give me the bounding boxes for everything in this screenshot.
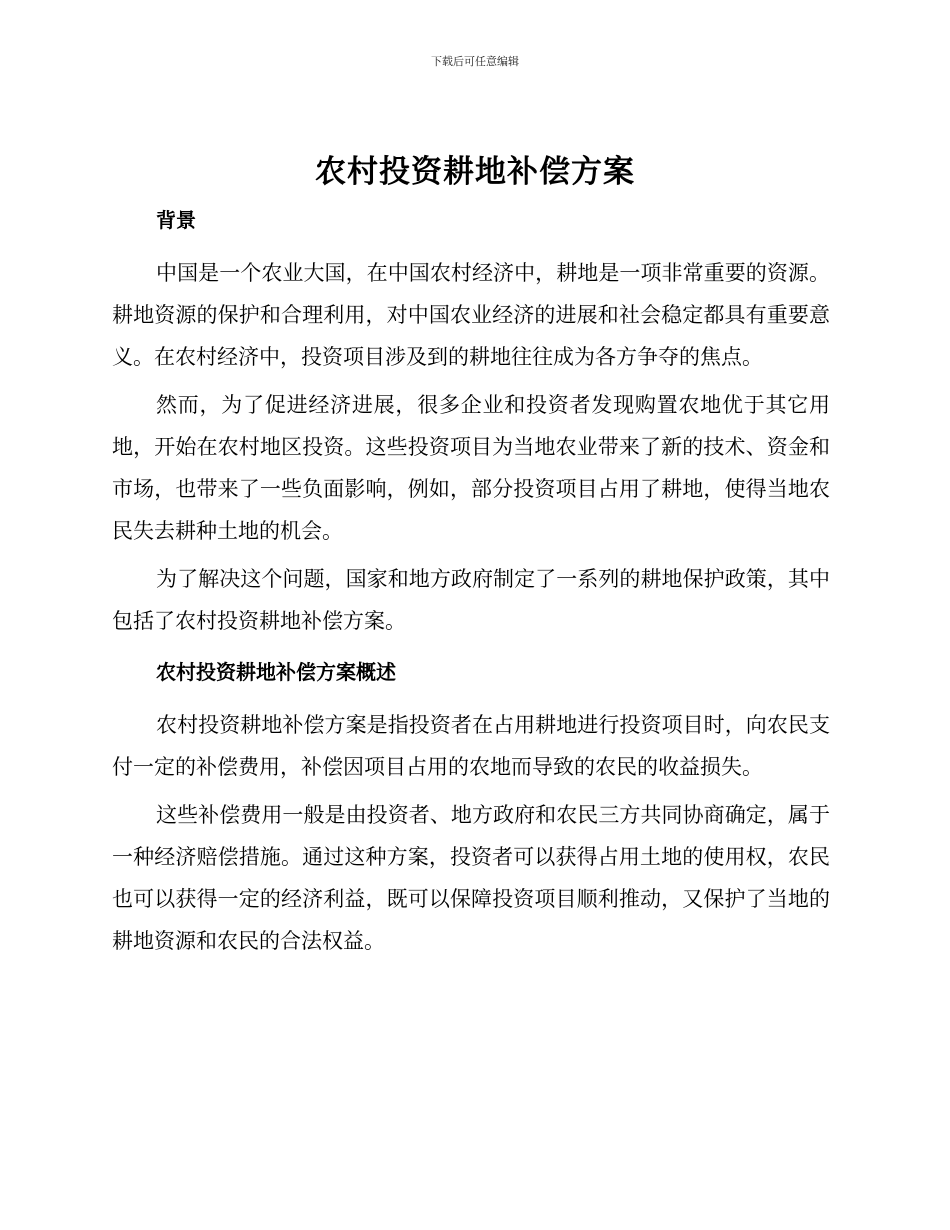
document-title: 农村投资耕地补偿方案 bbox=[315, 154, 635, 190]
paragraph: 为了解决这个问题，国家和地方政府制定了一系列的耕地保护政策，其中包括了农村投资耕地补偿方案。 bbox=[112, 567, 830, 633]
section-background bbox=[112, 200, 830, 642]
document-body bbox=[112, 200, 830, 968]
paragraph: 农村投资耕地补偿方案是指投资者在占用耕地进行投资项目时，向农民支付一定的补偿费用，补偿因项目占用的农地而导致的农民的收益损失。 bbox=[112, 713, 830, 779]
paragraph: 然而，为了促进经济进展，很多企业和投资者发现购置农地优于其它用地，开始在农村地区投资。这些投资项目为当地农业带来了新的技术、资金和市场，也带来了一些负面影响，例如，部分投资项目占用了耕地，使得当地农民失去耕种土地的机会。 bbox=[112, 393, 830, 543]
section-heading-overview: 农村投资耕地补偿方案概述 bbox=[156, 660, 396, 684]
paragraph: 中国是一个农业大国，在中国农村经济中，耕地是一项非常重要的资源。耕地资源的保护和合理利用，对中国农业经济的进展和社会稳定都具有重要意义。在农村经济中，投资项目涉及到的耕地往往成为各方争夺的焦点。 bbox=[112, 261, 830, 369]
header-note: 下载后可任意编辑 bbox=[431, 55, 519, 68]
paragraph: 这些补偿费用一般是由投资者、地方政府和农民三方共同协商确定，属于一种经济赔偿措施。通过这种方案，投资者可以获得占用土地的使用权，农民也可以获得一定的经济利益，既可以保障投资项目顺利推动，又保护了当地的耕地资源和农民的合法权益。 bbox=[112, 803, 830, 953]
section-overview bbox=[112, 652, 830, 962]
section-heading-background: 背景 bbox=[156, 208, 196, 232]
